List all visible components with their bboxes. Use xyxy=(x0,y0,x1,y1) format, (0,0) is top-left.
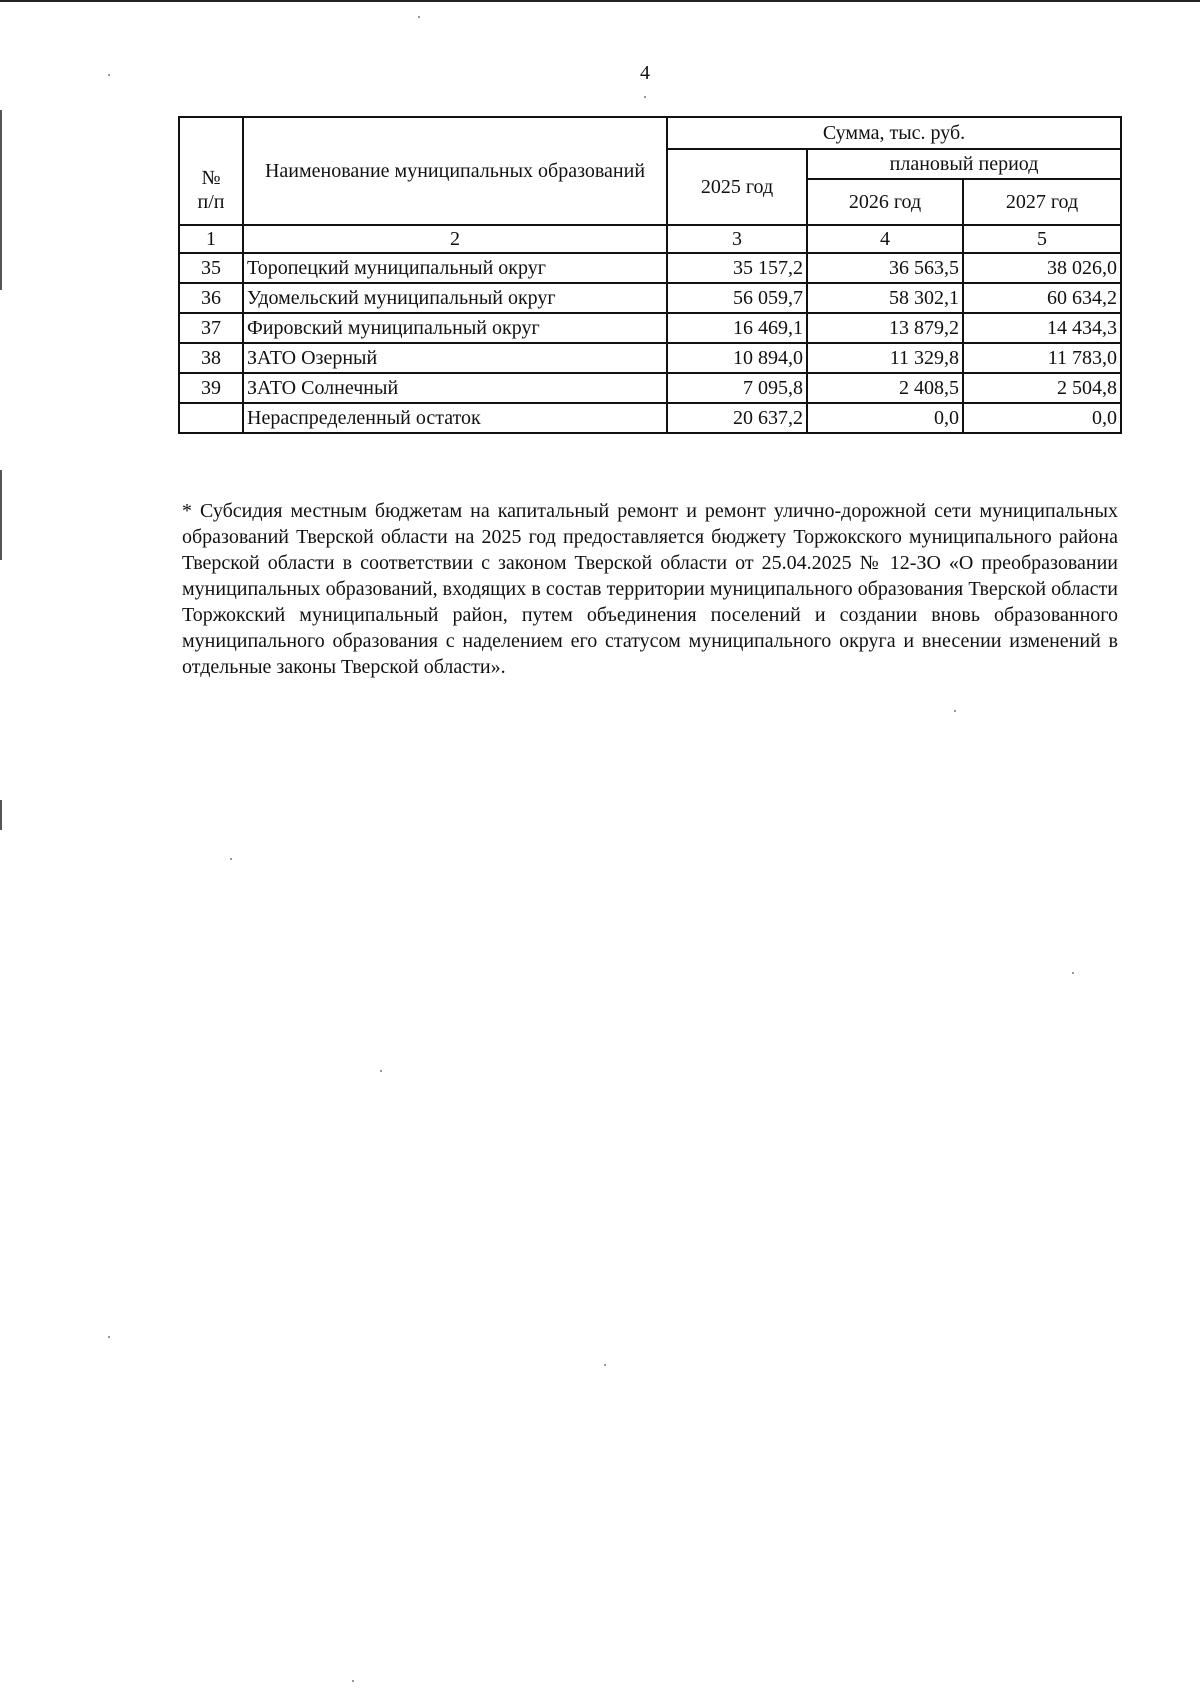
header-municipality-name: Наименование муниципальных образований xyxy=(243,117,667,225)
amount-2026: 13 879,2 xyxy=(807,313,963,343)
amount-2025: 35 157,2 xyxy=(667,253,807,283)
scan-speck xyxy=(954,710,956,712)
municipality-name: Удомельский муниципальный округ xyxy=(243,283,667,313)
amount-2026: 36 563,5 xyxy=(807,253,963,283)
scan-speck xyxy=(1072,972,1074,974)
scan-speck xyxy=(108,1336,110,1338)
column-number: 2 xyxy=(243,225,667,253)
row-number xyxy=(179,403,243,433)
amount-2025: 20 637,2 xyxy=(667,403,807,433)
amount-2026: 11 329,8 xyxy=(807,343,963,373)
header-year-2027: 2027 год xyxy=(963,179,1121,225)
header-year-2025: 2025 год xyxy=(667,149,807,225)
table-row xyxy=(179,373,1121,403)
municipality-name: ЗАТО Озерный xyxy=(243,343,667,373)
amount-2026: 0,0 xyxy=(807,403,963,433)
subsidy-allocation-table xyxy=(178,116,1122,434)
scan-speck xyxy=(230,858,232,860)
amount-2027: 0,0 xyxy=(963,403,1121,433)
scan-speck xyxy=(604,1364,606,1366)
header-sum: Сумма, тыс. руб. xyxy=(667,117,1121,149)
page-number: 4 xyxy=(640,62,650,84)
scan-speck xyxy=(380,1070,382,1072)
header-row-number xyxy=(179,117,243,225)
row-number: 37 xyxy=(179,313,243,343)
footnote: * Субсидия местным бюджетам на капитальный ремонт и ремонт улично-дорожной сети муниципальных образований Тверской области на 2025 год предоставляется бюджету Торжокского муниципального района Тверской области в соответствии с законом Тверской области от 25.04.2025 № 12-ЗО «О преобразовании муниципальных образований, входящих в состав территории муниципального образования Тверской области Торжокский муниципальный район, путем объединения поселений и создании вновь образованного муниципального образования с наделением его статусом муниципального округа и внесении изменений в отдельные законы Тверской области». xyxy=(182,500,1118,678)
amount-2026: 58 302,1 xyxy=(807,283,963,313)
amount-2027: 2 504,8 xyxy=(963,373,1121,403)
column-number: 1 xyxy=(179,225,243,253)
row-number: 39 xyxy=(179,373,243,403)
amount-2025: 10 894,0 xyxy=(667,343,807,373)
amount-2027: 60 634,2 xyxy=(963,283,1121,313)
municipality-name: ЗАТО Солнечный xyxy=(243,373,667,403)
column-number: 4 xyxy=(807,225,963,253)
table-row xyxy=(179,313,1121,343)
amount-2025: 56 059,7 xyxy=(667,283,807,313)
column-number-row xyxy=(179,225,1121,253)
scan-speck xyxy=(108,74,110,76)
table-row xyxy=(179,253,1121,283)
amount-2027: 11 783,0 xyxy=(963,343,1121,373)
scan-speck xyxy=(418,16,420,18)
scan-left-edge-mark xyxy=(0,800,2,830)
table-row xyxy=(179,343,1121,373)
header-planning-period: плановый период xyxy=(807,149,1121,179)
table-row xyxy=(179,403,1121,433)
row-number: 38 xyxy=(179,343,243,373)
scan-left-edge-mark xyxy=(0,110,2,290)
header-number-label: № п/п xyxy=(197,167,225,213)
municipality-name: Нераспределенный остаток xyxy=(243,403,667,433)
column-number: 3 xyxy=(667,225,807,253)
amount-2027: 38 026,0 xyxy=(963,253,1121,283)
row-number: 36 xyxy=(179,283,243,313)
scan-left-edge-mark xyxy=(0,470,2,560)
amount-2027: 14 434,3 xyxy=(963,313,1121,343)
scan-speck xyxy=(352,1680,354,1682)
header-year-2026: 2026 год xyxy=(807,179,963,225)
scan-top-edge xyxy=(0,0,1200,2)
column-number: 5 xyxy=(963,225,1121,253)
amount-2025: 16 469,1 xyxy=(667,313,807,343)
municipality-name: Фировский муниципальный округ xyxy=(243,313,667,343)
municipality-name: Торопецкий муниципальный округ xyxy=(243,253,667,283)
amount-2026: 2 408,5 xyxy=(807,373,963,403)
row-number: 35 xyxy=(179,253,243,283)
table-row xyxy=(179,283,1121,313)
amount-2025: 7 095,8 xyxy=(667,373,807,403)
scan-speck xyxy=(644,96,646,98)
